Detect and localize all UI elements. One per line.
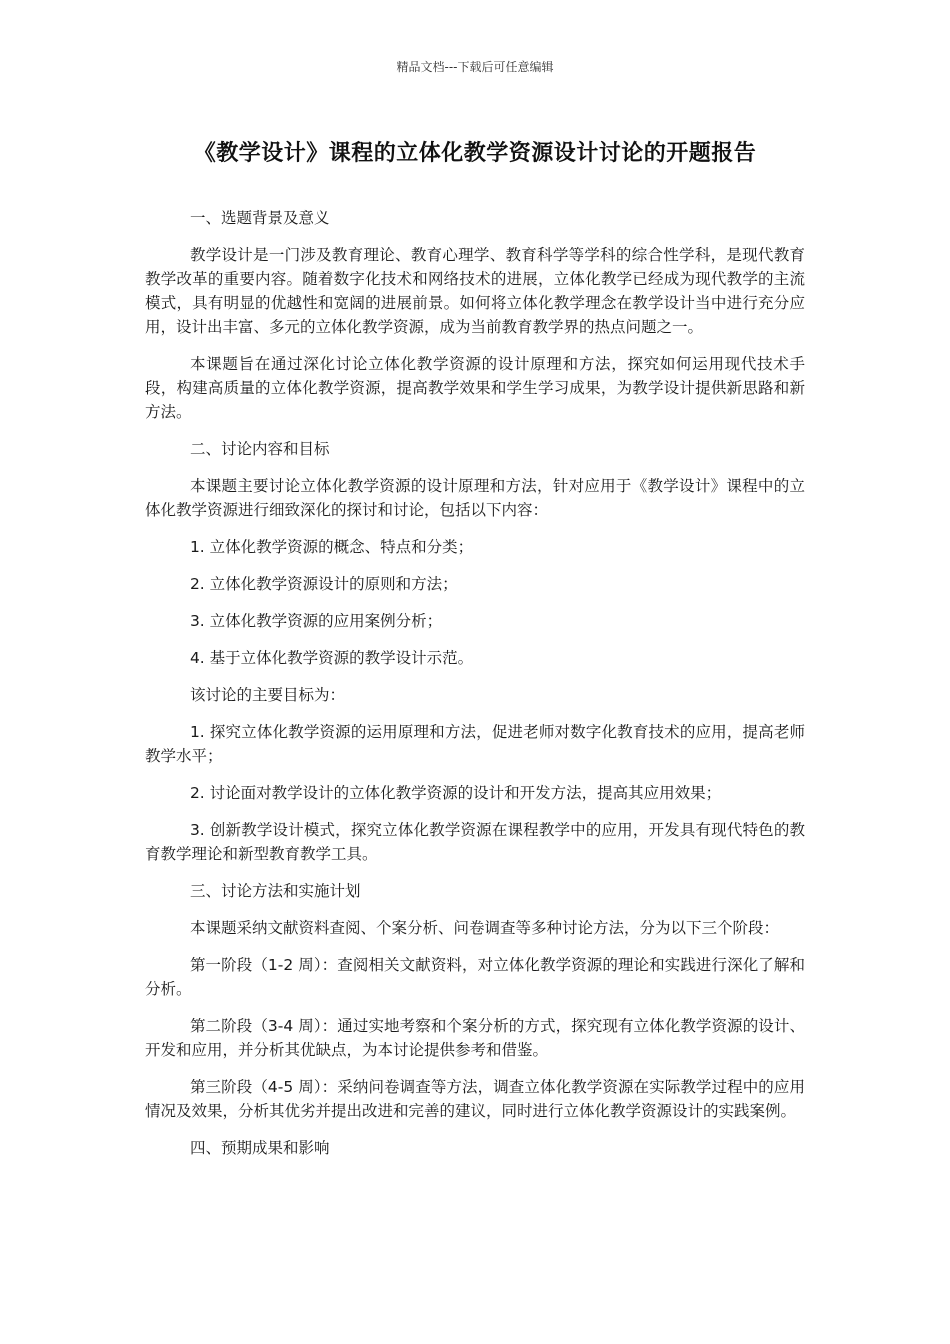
paragraph-stage-2: 第二阶段（3-4 周）：通过实地考察和个案分析的方式，探究现有立体化教学资源的设计、开发和应用，并分析其优缺点，为本讨论提供参考和借鉴。 [145, 1017, 805, 1059]
list-item-goal-1: 1. 探究立体化教学资源的运用原理和方法，促进老师对数字化教育技术的应用，提高老师教学水平； [145, 723, 805, 765]
list-item-content-4: 4. 基于立体化教学资源的教学设计示范。 [189, 649, 474, 667]
paragraph-methods-intro: 本课题采纳文献资料查阅、个案分析、问卷调查等多种讨论方法，分为以下三个阶段： [189, 919, 779, 937]
paragraph-background-1: 教学设计是一门涉及教育理论、教育心理学、教育科学等学科的综合性学科，是现代教育教学改革的重要内容。随着数字化技术和网络技术的进展，立体化教学已经成为现代教学的主流模式，具有明显的优越性和宽阔的进展前景。如何将立体化教学理念在教学设计当中进行充分应用，设计出丰富、多元的立体化教学资源，成为当前教育教学界的热点问题之一。 [145, 246, 805, 336]
paragraph-content-intro: 本课题主要讨论立体化教学资源的设计原理和方法，针对应用于《教学设计》课程中的立体化教学资源进行细致深化的探讨和讨论，包括以下内容： [145, 477, 805, 519]
list-item-content-3: 3. 立体化教学资源的应用案例分析； [189, 612, 443, 630]
list-item-content-2: 2. 立体化教学资源设计的原则和方法； [189, 575, 458, 593]
document-body [145, 206, 805, 1173]
document-title: 《教学设计》课程的立体化教学资源设计讨论的开题报告 [193, 141, 757, 166]
paragraph-goals-intro: 该讨论的主要目标为： [189, 686, 345, 704]
list-item-goal-2: 2. 讨论面对教学设计的立体化教学资源的设计和开发方法，提高其应用效果； [189, 784, 722, 802]
header-note: 精品文档---下载后可任意编辑 [396, 60, 554, 74]
section-heading-content-goals: 二、讨论内容和目标 [189, 440, 330, 458]
paragraph-background-2: 本课题旨在通过深化讨论立体化教学资源的设计原理和方法，探究如何运用现代技术手段，构建高质量的立体化教学资源，提高教学效果和学生学习成果，为教学设计提供新思路和新方法。 [145, 355, 805, 421]
list-item-goal-3: 3. 创新教学设计模式，探究立体化教学资源在课程教学中的应用，开发具有现代特色的教育教学理论和新型教育教学工具。 [145, 821, 805, 863]
paragraph-stage-1: 第一阶段（1-2 周）：查阅相关文献资料，对立体化教学资源的理论和实践进行深化了解和分析。 [145, 956, 805, 998]
paragraph-stage-3: 第三阶段（4-5 周）：采纳问卷调查等方法，调查立体化教学资源在实际教学过程中的应用情况及效果，分析其优劣并提出改进和完善的建议，同时进行立体化教学资源设计的实践案例。 [145, 1078, 805, 1120]
section-heading-outcomes: 四、预期成果和影响 [189, 1139, 330, 1157]
list-item-content-1: 1. 立体化教学资源的概念、特点和分类； [189, 538, 474, 556]
section-heading-background: 一、选题背景及意义 [189, 209, 330, 227]
section-heading-methods: 三、讨论方法和实施计划 [189, 882, 361, 900]
